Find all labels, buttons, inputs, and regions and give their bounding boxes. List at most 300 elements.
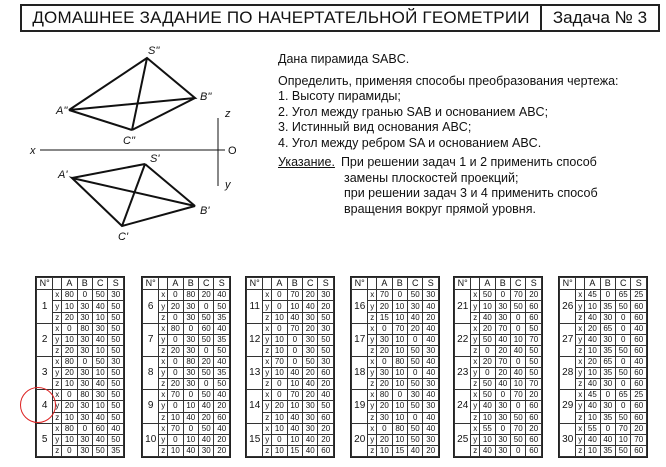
coordinate-cell: 20	[318, 301, 334, 312]
coordinate-cell: 40	[585, 379, 600, 390]
variants-table	[35, 276, 125, 458]
coordinate-cell: 60	[631, 334, 647, 345]
column-header	[576, 278, 585, 290]
coordinate-cell: 80	[183, 357, 198, 368]
coordinate-cell: 50	[93, 290, 108, 301]
coordinate-cell: 0	[495, 390, 510, 401]
variant-number: 2	[37, 323, 53, 356]
column-header: N°	[247, 278, 263, 290]
coordinate-cell: 0	[168, 334, 183, 345]
axis-label: y	[159, 401, 168, 412]
table-header-row	[143, 278, 230, 290]
coordinate-cell: 0	[408, 412, 423, 423]
table-row	[247, 390, 334, 401]
table-row	[37, 445, 124, 456]
coordinate-cell: 0	[62, 390, 77, 401]
table-row	[455, 434, 542, 445]
column-header	[368, 278, 377, 290]
variant-number: 29	[560, 390, 576, 423]
coordinate-cell: 0	[495, 423, 510, 434]
coordinate-cell: 40	[199, 401, 214, 412]
variant-number: 7	[143, 323, 159, 356]
axis-label: x	[159, 290, 168, 301]
coordinate-cell: 40	[214, 423, 230, 434]
coordinate-cell: 20	[62, 345, 77, 356]
column-header: N°	[352, 278, 368, 290]
axis-label: y	[368, 401, 377, 412]
table-row	[143, 290, 230, 301]
coordinate-cell: 50	[526, 357, 542, 368]
coordinate-cell: 50	[199, 423, 214, 434]
label-a2: A''	[56, 105, 68, 117]
axis-label: x	[576, 423, 585, 434]
coordinate-cell: 50	[408, 357, 423, 368]
coordinate-cell: 25	[631, 290, 647, 301]
coordinate-cell: 0	[616, 312, 631, 323]
table-row	[560, 334, 647, 345]
column-header: A	[168, 278, 183, 290]
coordinate-cell: 60	[526, 412, 542, 423]
coordinate-cell: 30	[600, 401, 615, 412]
coordinate-cell: 40	[585, 434, 600, 445]
label-s1: S'	[150, 153, 160, 165]
label-y: y	[225, 179, 231, 191]
table-row	[37, 423, 124, 434]
axis-label: z	[53, 412, 62, 423]
table-row	[143, 323, 230, 334]
axis-label: x	[159, 323, 168, 334]
page-title: ДОМАШНЕЕ ЗАДАНИЕ ПО НАЧЕРТАТЕЛЬНОЙ ГЕОМЕТРИИ	[22, 6, 542, 30]
coordinate-cell: 20	[62, 401, 77, 412]
axis-label: z	[576, 412, 585, 423]
table-row	[247, 357, 334, 368]
table-row	[560, 368, 647, 379]
coordinate-cell: 0	[377, 423, 392, 434]
column-header	[53, 278, 62, 290]
table-row	[455, 379, 542, 390]
table-row	[37, 301, 124, 312]
coordinate-cell: 30	[495, 412, 510, 423]
axis-label: y	[368, 434, 377, 445]
variant-number: 21	[455, 290, 471, 323]
coordinate-cell: 35	[600, 345, 615, 356]
coordinate-cell: 30	[183, 312, 198, 323]
note-line: При решении задач 1 и 2 применить способ	[340, 155, 597, 169]
coordinate-cell: 50	[318, 401, 334, 412]
coordinate-cell: 10	[287, 301, 302, 312]
coordinate-cell: 0	[511, 312, 526, 323]
coordinate-cell: 10	[585, 445, 600, 456]
coordinate-cell: 10	[511, 379, 526, 390]
coordinate-cell: 80	[62, 290, 77, 301]
coordinate-cell: 20	[303, 390, 318, 401]
coordinate-cell: 35	[600, 445, 615, 456]
axis-label: y	[263, 368, 272, 379]
coordinate-cell: 40	[199, 434, 214, 445]
table-row	[247, 312, 334, 323]
axis-label: z	[53, 445, 62, 456]
coordinate-cell: 30	[318, 357, 334, 368]
table-row	[352, 345, 439, 356]
table-row	[247, 412, 334, 423]
column-header: A	[377, 278, 392, 290]
coordinate-cell: 20	[214, 401, 230, 412]
axis-label: y	[159, 334, 168, 345]
coordinate-cell: 30	[303, 345, 318, 356]
coordinate-cell: 0	[511, 357, 526, 368]
variants-table	[350, 276, 440, 458]
label-x: x	[30, 145, 36, 157]
coordinate-cell: 30	[423, 401, 439, 412]
coordinate-cell: 40	[495, 334, 510, 345]
coordinate-cell: 0	[511, 323, 526, 334]
coordinate-cell: 30	[183, 301, 198, 312]
coordinate-cell: 0	[77, 290, 92, 301]
coordinate-cell: 40	[495, 379, 510, 390]
coordinate-cell: 30	[303, 401, 318, 412]
axis-label: x	[368, 323, 377, 334]
coordinate-cell: 0	[77, 357, 92, 368]
coordinate-cell: 70	[392, 323, 407, 334]
column-header: C	[199, 278, 214, 290]
coordinate-cell: 65	[600, 357, 615, 368]
coordinate-cell: 40	[631, 357, 647, 368]
coordinate-cell: 50	[408, 379, 423, 390]
coordinate-cell: 30	[303, 423, 318, 434]
note-label: Указание.	[278, 155, 335, 169]
table-row	[37, 379, 124, 390]
coordinate-cell: 0	[62, 323, 77, 334]
coordinate-cell: 10	[272, 368, 287, 379]
coordinate-cell: 15	[377, 312, 392, 323]
table-row	[247, 301, 334, 312]
coordinate-cell: 20	[585, 357, 600, 368]
coordinate-cell: 40	[93, 412, 108, 423]
table-row	[455, 312, 542, 323]
column-header: S	[631, 278, 647, 290]
coordinate-cell: 10	[62, 301, 77, 312]
coordinate-cell: 50	[616, 445, 631, 456]
horizontal-base-abc	[72, 178, 195, 226]
horizontal-projection	[57, 153, 210, 243]
coordinate-cell: 50	[616, 368, 631, 379]
note-line: при решении задач 3 и 4 применить способ	[344, 186, 598, 200]
axis-label: z	[263, 445, 272, 456]
coordinate-cell: 20	[62, 368, 77, 379]
axis-label: x	[471, 357, 480, 368]
variant-number: 19	[352, 390, 368, 423]
coordinate-cell: 40	[214, 290, 230, 301]
pyramid-drawing	[20, 38, 275, 260]
coordinate-cell: 70	[168, 423, 183, 434]
coordinate-cell: 80	[62, 423, 77, 434]
frontal-projection	[55, 45, 212, 147]
coordinate-cell: 0	[616, 323, 631, 334]
column-header: B	[287, 278, 302, 290]
table-row	[37, 368, 124, 379]
table-row	[143, 368, 230, 379]
table-row	[143, 345, 230, 356]
coordinate-cell: 20	[480, 323, 495, 334]
coordinate-cell: 30	[199, 445, 214, 456]
coordinate-cell: 30	[77, 312, 92, 323]
coordinate-cell: 30	[183, 345, 198, 356]
coordinate-cell: 0	[392, 390, 407, 401]
coordinate-cell: 30	[93, 323, 108, 334]
axis-label: z	[576, 445, 585, 456]
table-row	[560, 290, 647, 301]
table-row	[143, 423, 230, 434]
coordinate-cell: 20	[303, 323, 318, 334]
coordinate-cell: 60	[526, 445, 542, 456]
coordinate-cell: 0	[168, 434, 183, 445]
coordinate-cell: 50	[108, 434, 124, 445]
coordinate-cell: 10	[62, 334, 77, 345]
variant-number: 22	[455, 323, 471, 356]
table-row	[352, 357, 439, 368]
axis-label: y	[471, 401, 480, 412]
coordinate-cell: 30	[77, 401, 92, 412]
axis-label: z	[576, 379, 585, 390]
coordinate-cell: 30	[183, 334, 198, 345]
coordinate-cell: 25	[631, 390, 647, 401]
coordinate-cell: 50	[108, 301, 124, 312]
coordinate-cell: 0	[600, 290, 615, 301]
axis-label: z	[159, 412, 168, 423]
coordinate-cell: 30	[408, 390, 423, 401]
axis-label: x	[159, 357, 168, 368]
coordinate-cell: 40	[408, 312, 423, 323]
table-row	[455, 357, 542, 368]
table-row	[247, 323, 334, 334]
coordinate-cell: 50	[108, 312, 124, 323]
axis-label: y	[576, 301, 585, 312]
variant-number: 14	[247, 390, 263, 423]
coordinate-cell: 60	[526, 301, 542, 312]
coordinate-cell: 30	[108, 357, 124, 368]
axis-label: x	[368, 290, 377, 301]
coordinate-cell: 10	[272, 412, 287, 423]
axis-label: y	[53, 401, 62, 412]
coordinate-cell: 50	[199, 390, 214, 401]
table-row	[37, 434, 124, 445]
table-row	[352, 412, 439, 423]
coordinate-cell: 80	[392, 357, 407, 368]
axis-label: z	[263, 412, 272, 423]
axis-label: x	[263, 357, 272, 368]
axis-label: z	[368, 345, 377, 356]
coordinate-cell: 20	[377, 345, 392, 356]
coordinate-cell: 50	[93, 445, 108, 456]
coordinate-cell: 10	[93, 312, 108, 323]
table-row	[455, 301, 542, 312]
table-row	[143, 301, 230, 312]
axis-label: x	[53, 390, 62, 401]
axis-label: y	[471, 368, 480, 379]
coordinate-cell: 60	[214, 412, 230, 423]
column-header	[263, 278, 272, 290]
coordinate-cell: 20	[423, 445, 439, 456]
variants-table	[558, 276, 648, 458]
table-row	[247, 334, 334, 345]
coordinate-cell: 10	[392, 368, 407, 379]
coordinate-cell: 20	[272, 401, 287, 412]
coordinate-cell: 40	[423, 323, 439, 334]
column-header: A	[480, 278, 495, 290]
axis-label: z	[53, 379, 62, 390]
table-row	[247, 445, 334, 456]
table-row	[455, 445, 542, 456]
axis-label: y	[159, 368, 168, 379]
coordinate-cell: 40	[318, 390, 334, 401]
axis-label: z	[263, 312, 272, 323]
axis-label: z	[368, 312, 377, 323]
coordinate-cell: 70	[287, 290, 302, 301]
coordinate-cell: 40	[183, 445, 198, 456]
table-row	[455, 290, 542, 301]
coordinate-cell: 10	[392, 301, 407, 312]
coordinate-cell: 50	[318, 334, 334, 345]
coordinate-cell: 10	[585, 368, 600, 379]
axis-label: x	[576, 390, 585, 401]
coordinate-cell: 0	[199, 379, 214, 390]
axis-label: x	[576, 290, 585, 301]
axis-label: y	[576, 334, 585, 345]
coordinate-cell: 50	[108, 345, 124, 356]
axis-label: z	[471, 312, 480, 323]
coordinate-cell: 0	[480, 368, 495, 379]
coordinate-cell: 50	[480, 379, 495, 390]
coordinate-cell: 50	[408, 345, 423, 356]
column-header: N°	[455, 278, 471, 290]
coordinate-cell: 30	[318, 290, 334, 301]
coordinate-cell: 30	[495, 301, 510, 312]
coordinate-cell: 70	[511, 423, 526, 434]
column-header: N°	[143, 278, 159, 290]
note-line: замены плоскостей проекций;	[344, 170, 519, 185]
table-row	[352, 390, 439, 401]
coordinate-cell: 0	[408, 334, 423, 345]
label-a1: A'	[58, 169, 68, 181]
coordinate-cell: 10	[377, 445, 392, 456]
coordinate-cell: 0	[272, 434, 287, 445]
coordinate-cell: 40	[511, 368, 526, 379]
axis-label: x	[368, 423, 377, 434]
table-row	[247, 423, 334, 434]
column-header: C	[93, 278, 108, 290]
coordinate-cell: 10	[272, 423, 287, 434]
coordinate-cell: 35	[600, 301, 615, 312]
column-header: A	[62, 278, 77, 290]
coordinate-cell: 20	[318, 423, 334, 434]
coordinate-cell: 20	[480, 357, 495, 368]
table-row	[352, 445, 439, 456]
coordinate-cell: 50	[108, 334, 124, 345]
coordinate-cell: 20	[377, 434, 392, 445]
coordinate-cell: 30	[318, 323, 334, 334]
coordinate-cell: 60	[526, 312, 542, 323]
coordinate-cell: 80	[77, 390, 92, 401]
coordinate-cell: 40	[303, 434, 318, 445]
table-row	[352, 290, 439, 301]
table-row	[37, 345, 124, 356]
coordinate-cell: 0	[616, 401, 631, 412]
coordinate-cell: 60	[318, 445, 334, 456]
coordinate-cell: 70	[631, 434, 647, 445]
table-row	[352, 379, 439, 390]
label-c2: C''	[123, 135, 136, 147]
title-bar	[20, 4, 660, 32]
coordinate-cell: 20	[526, 290, 542, 301]
coordinate-cell: 40	[480, 401, 495, 412]
coordinate-cell: 20	[214, 434, 230, 445]
coordinate-cell: 50	[408, 401, 423, 412]
variant-number: 30	[560, 423, 576, 456]
column-header: C	[408, 278, 423, 290]
table-row	[247, 368, 334, 379]
variant-number: 8	[143, 357, 159, 390]
variant-number: 23	[455, 357, 471, 390]
table-row	[455, 423, 542, 434]
coordinate-cell: 10	[168, 412, 183, 423]
axis-label: y	[53, 434, 62, 445]
axis-label: y	[471, 301, 480, 312]
coordinate-cell: 30	[77, 368, 92, 379]
coordinate-cell: 10	[480, 434, 495, 445]
column-header: C	[303, 278, 318, 290]
axis-label: z	[53, 312, 62, 323]
variant-number: 10	[143, 423, 159, 456]
coordinate-cell: 40	[423, 357, 439, 368]
axis-label: z	[263, 379, 272, 390]
coordinate-cell: 30	[183, 379, 198, 390]
coordinate-cell: 10	[616, 434, 631, 445]
axis-label: x	[471, 290, 480, 301]
coordinate-cell: 40	[303, 445, 318, 456]
table-row	[560, 412, 647, 423]
coordinate-cell: 10	[272, 312, 287, 323]
column-header: B	[77, 278, 92, 290]
variant-number: 12	[247, 323, 263, 356]
table-row	[247, 434, 334, 445]
table-row	[37, 334, 124, 345]
task-item: 2. Угол между гранью SAB и основанием ABC;	[278, 104, 549, 119]
coordinate-cell: 40	[93, 434, 108, 445]
axis-label: x	[263, 423, 272, 434]
coordinate-cell: 40	[183, 412, 198, 423]
coordinate-cell: 60	[631, 345, 647, 356]
coordinate-cell: 70	[511, 390, 526, 401]
coordinate-cell: 40	[600, 434, 615, 445]
coordinate-cell: 10	[392, 379, 407, 390]
coordinate-cell: 30	[600, 312, 615, 323]
coordinate-cell: 30	[423, 379, 439, 390]
coordinate-cell: 40	[93, 301, 108, 312]
coordinate-cell: 50	[408, 290, 423, 301]
coordinate-cell: 30	[303, 412, 318, 423]
coordinate-cell: 50	[108, 323, 124, 334]
coordinate-cell: 30	[77, 434, 92, 445]
coordinate-cell: 30	[423, 434, 439, 445]
table-row	[143, 434, 230, 445]
coordinate-cell: 50	[108, 379, 124, 390]
coordinate-cell: 40	[423, 334, 439, 345]
coordinate-cell: 30	[600, 334, 615, 345]
task-item: 3. Истинный вид основания ABC;	[278, 120, 472, 134]
coordinate-cell: 60	[631, 401, 647, 412]
coordinate-cell: 50	[214, 345, 230, 356]
table-header-row	[37, 278, 124, 290]
